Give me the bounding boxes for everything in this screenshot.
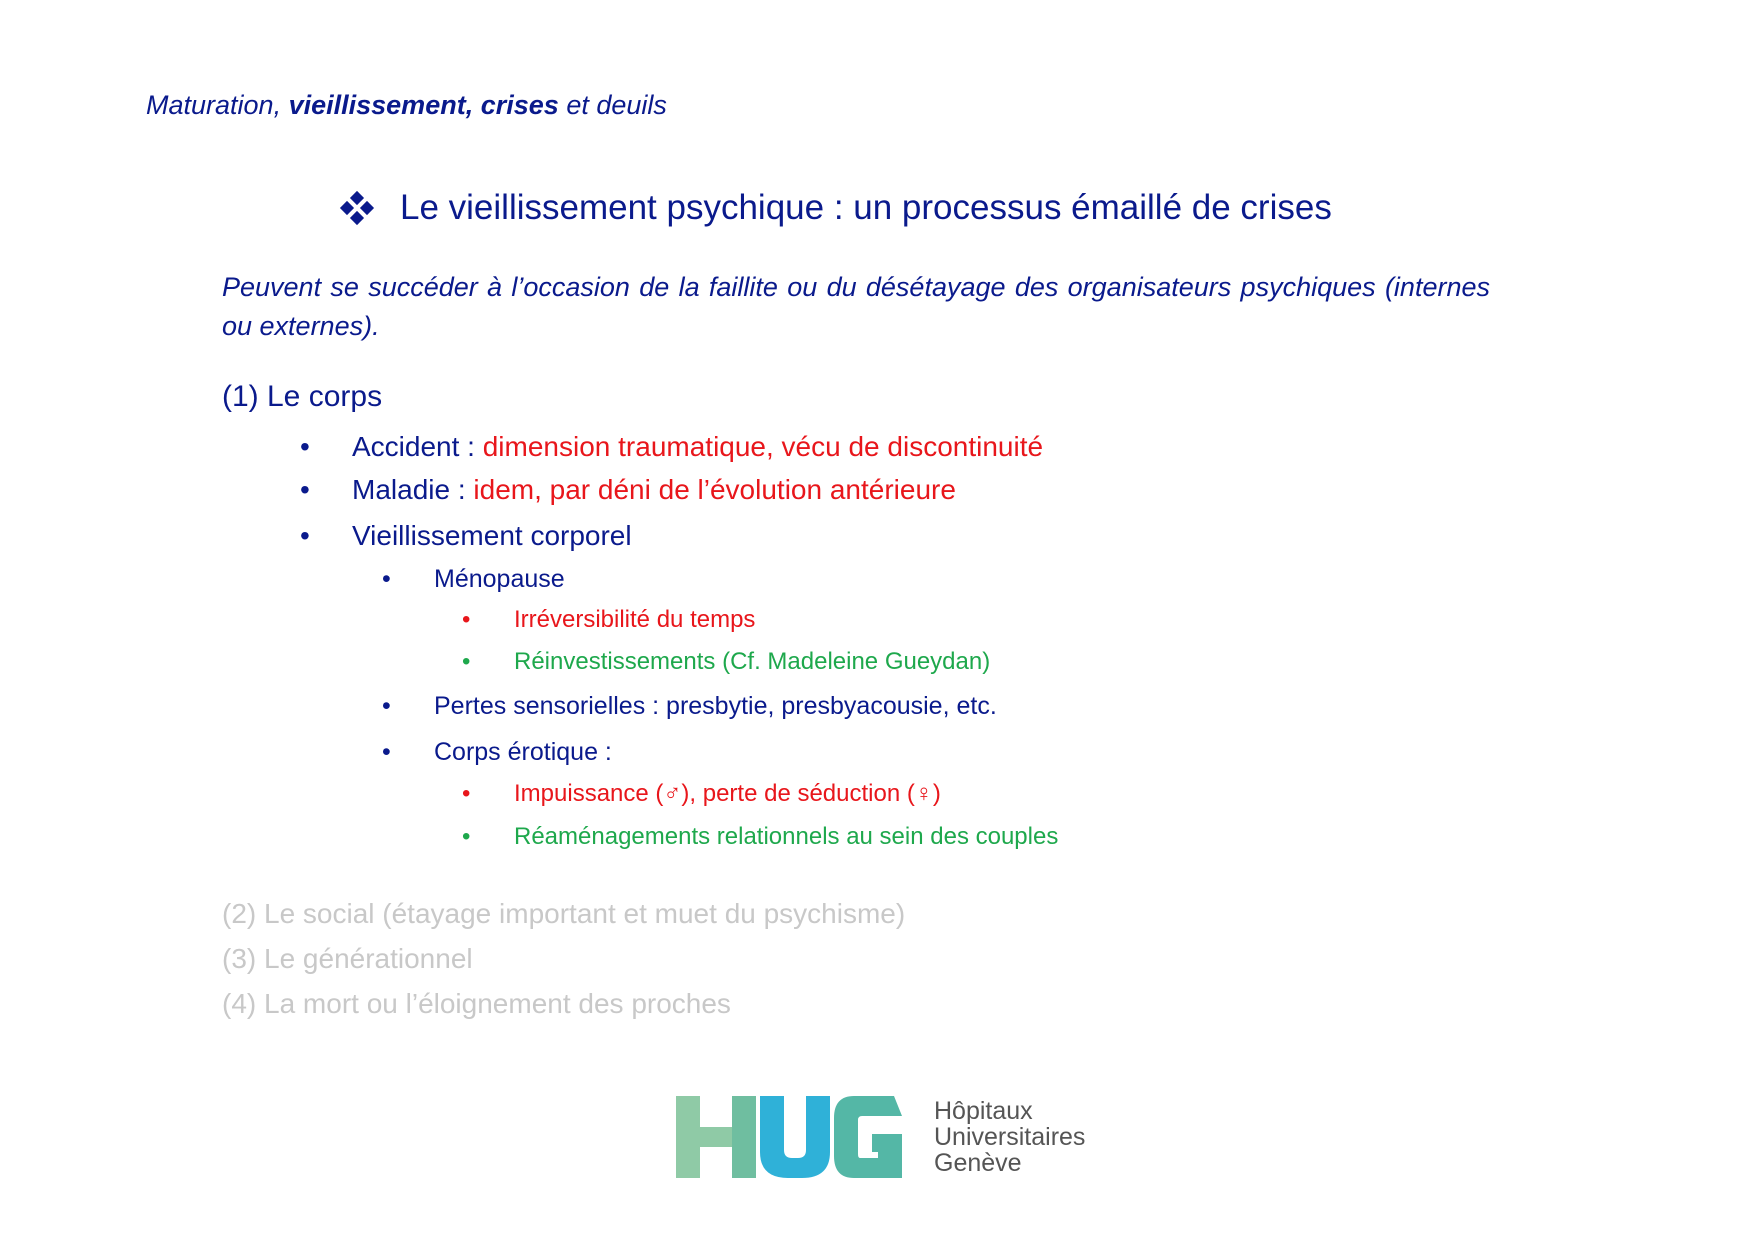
bullet-icon: • bbox=[462, 780, 471, 807]
item-label: Corps érotique : bbox=[434, 738, 612, 766]
item-label-c: ) bbox=[932, 780, 941, 807]
diamond-bullet-icon bbox=[342, 193, 372, 223]
list-item-reinvestissements bbox=[462, 648, 990, 676]
logo-line-1: Hôpitaux bbox=[934, 1097, 1033, 1125]
item-label: Réaménagements relationnels au sein des couples bbox=[514, 823, 1059, 850]
logo-wordmark bbox=[934, 1098, 1085, 1176]
bullet-icon: • bbox=[300, 474, 310, 505]
item-label: Maladie : bbox=[352, 474, 466, 505]
item-detail: idem, par déni de l’évolution antérieure bbox=[473, 474, 956, 505]
bullet-icon: • bbox=[300, 520, 310, 551]
bullet-icon: • bbox=[462, 606, 471, 633]
item-label-a: Impuissance ( bbox=[514, 780, 664, 807]
bullet-icon: • bbox=[300, 431, 310, 462]
slide-title bbox=[342, 188, 1332, 228]
logo-letter-g bbox=[834, 1096, 902, 1178]
header-part-3: crises bbox=[480, 90, 559, 120]
header-part-1: Maturation, bbox=[146, 90, 282, 120]
list-item-accident bbox=[300, 431, 1043, 463]
male-symbol-icon: ♂ bbox=[663, 780, 682, 807]
section-heading-generationnel: (3) Le générationnel bbox=[222, 943, 473, 974]
item-detail: dimension traumatique, vécu de discontinuité bbox=[482, 431, 1044, 462]
list-item-maladie bbox=[300, 474, 956, 506]
item-label: Irréversibilité du temps bbox=[514, 606, 756, 633]
item-label: Pertes sensorielles : presbytie, presbyacousie, etc. bbox=[434, 692, 997, 720]
logo-letter-h bbox=[676, 1096, 756, 1178]
header-part-2: vieillissement, bbox=[288, 90, 474, 120]
item-label: Vieillissement corporel bbox=[352, 520, 632, 551]
list-item-pertes-sensorielles bbox=[382, 692, 997, 721]
title-text: Le vieillissement psychique : un processus émaillé de crises bbox=[400, 188, 1332, 227]
female-symbol-icon: ♀ bbox=[914, 780, 933, 807]
section-heading-corps: (1) Le corps bbox=[222, 380, 383, 413]
list-item-irreversibilite bbox=[462, 606, 755, 634]
logo-line-3: Genève bbox=[934, 1149, 1022, 1177]
section-heading-mort: (4) La mort ou l’éloignement des proches bbox=[222, 988, 731, 1019]
list-item-impuissance bbox=[462, 780, 941, 808]
item-label: Ménopause bbox=[434, 565, 565, 593]
section-heading-social: (2) Le social (étayage important et muet du psychisme) bbox=[222, 898, 906, 929]
logo-line-2: Universitaires bbox=[934, 1123, 1086, 1151]
item-label-b: ), perte de séduction ( bbox=[681, 780, 915, 807]
slide-header bbox=[146, 90, 667, 121]
bullet-icon: • bbox=[462, 648, 471, 675]
bullet-icon: • bbox=[382, 738, 391, 766]
header-part-4: et deuils bbox=[566, 90, 667, 120]
item-label: Accident : bbox=[352, 431, 475, 462]
logo-letter-u bbox=[760, 1096, 830, 1178]
intro-paragraph: Peuvent se succéder à l’occasion de la faillite ou du désétayage des organisateurs psychiques (internes ou externes). bbox=[222, 272, 1490, 341]
bullet-icon: • bbox=[382, 692, 391, 720]
list-item-corps-erotique bbox=[382, 738, 612, 767]
list-item-reamenagements bbox=[462, 823, 1058, 851]
item-label: Réinvestissements (Cf. Madeleine Gueydan) bbox=[514, 648, 991, 675]
list-item-vieillissement-corporel bbox=[300, 520, 632, 552]
list-item-menopause bbox=[382, 565, 565, 594]
bullet-icon: • bbox=[382, 565, 391, 593]
bullet-icon: • bbox=[462, 823, 471, 850]
